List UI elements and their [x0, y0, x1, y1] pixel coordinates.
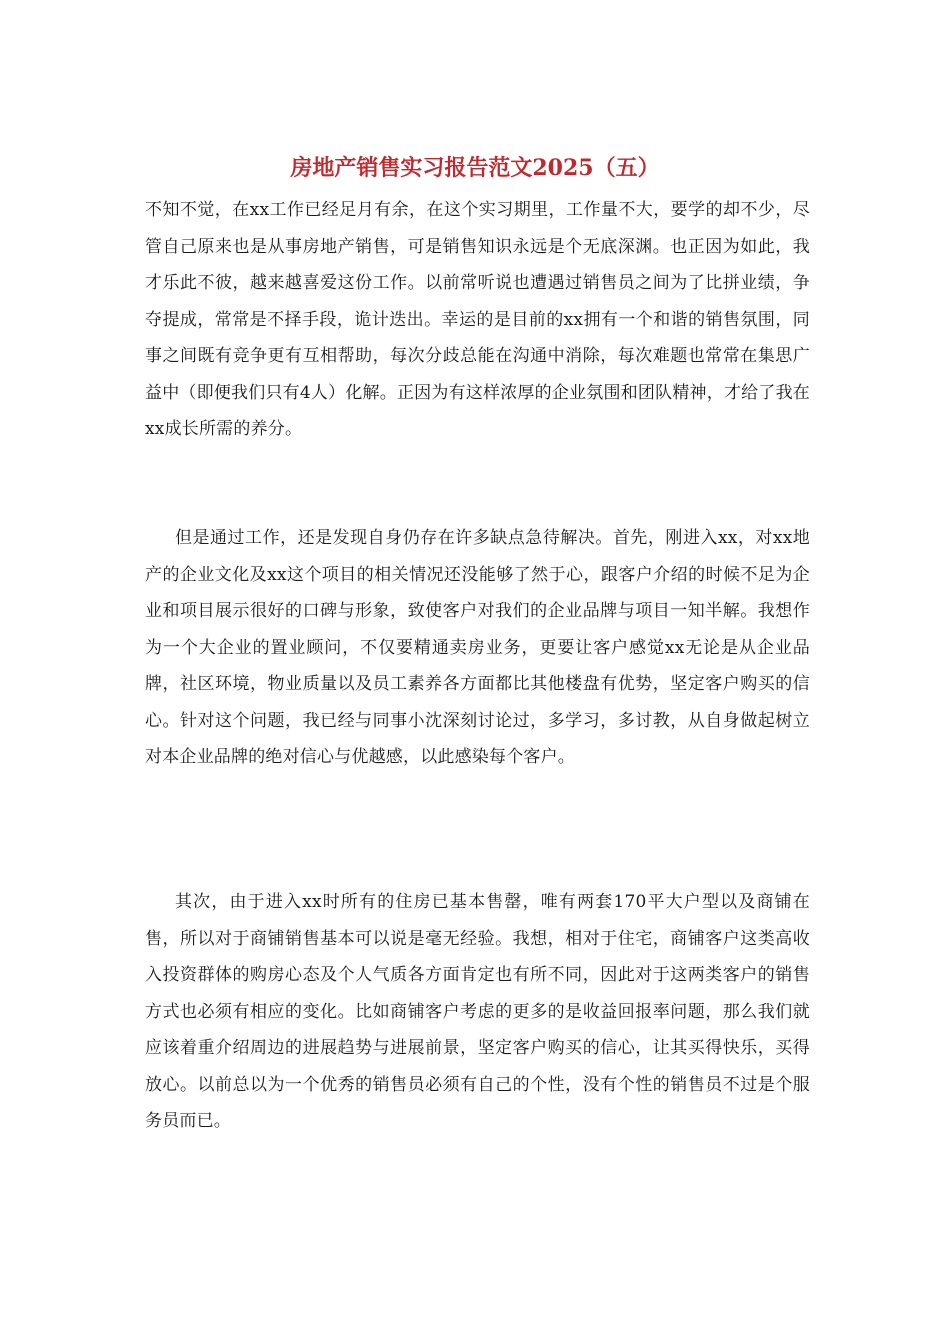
paragraph-1: 不知不觉，在xx工作已经足月有余，在这个实习期里，工作量不大，要学的却不少，尽管自己原来也是从事房地产销售，可是销售知识永远是个无底深渊。也正因为如此，我才乐此不彼，越来越喜爱这份工作。以前常听说也遭遇过销售员之间为了比拼业绩，争夺提成，常常是不择手段，诡计迭出。幸运的是目前的xx拥有一个和谐的销售氛围，同事之间既有竞争更有互相帮助，每次分歧总能在沟通中消除，每次难题也常常在集思广益中（即便我们只有4人）化解。正因为有这样浓厚的企业氛围和团队精神，才给了我在xx成长所需的养分。 [145, 200, 810, 439]
paragraph-2: 但是通过工作，还是发现自身仍存在许多缺点急待解决。首先，刚进入xx，对xx地产的企业文化及xx这个项目的相关情况还没能够了然于心，跟客户介绍的时候不足为企业和项目展示很好的口碑与形象，致使客户对我们的企业品牌与项目一知半解。我想作为一个大企业的置业顾问，不仅要精通卖房业务，更要让客户感觉xx无论是从企业品牌，社区环境，物业质量以及员工素养各方面都比其他楼盘有优势，坚定客户购买的信心。针对这个问题，我已经与同事小沈深刻讨论过，多学习，多讨教，从自身做起树立对本企业品牌的绝对信心与优越感，以此感染每个客户。 [145, 528, 810, 767]
document-title: 房地产销售实习报告范文2025（五） [290, 155, 660, 181]
paragraph-3: 其次，由于进入xx时所有的住房已基本售罄，唯有两套170平大户型以及商铺在售，所以对于商铺销售基本可以说是毫无经验。我想，相对于住宅，商铺客户这类高收入投资群体的购房心态及个人气质各方面肯定也有所不同，因此对于这两类客户的销售方式也必须有相应的变化。比如商铺客户考虑的更多的是收益回报率问题，那么我们就应该着重介绍周边的进展趋势与进展前景，坚定客户购买的信心，让其买得快乐，买得放心。以前总以为一个优秀的销售员必须有自己的个性，没有个性的销售员不过是个服务员而已。 [145, 892, 810, 1131]
